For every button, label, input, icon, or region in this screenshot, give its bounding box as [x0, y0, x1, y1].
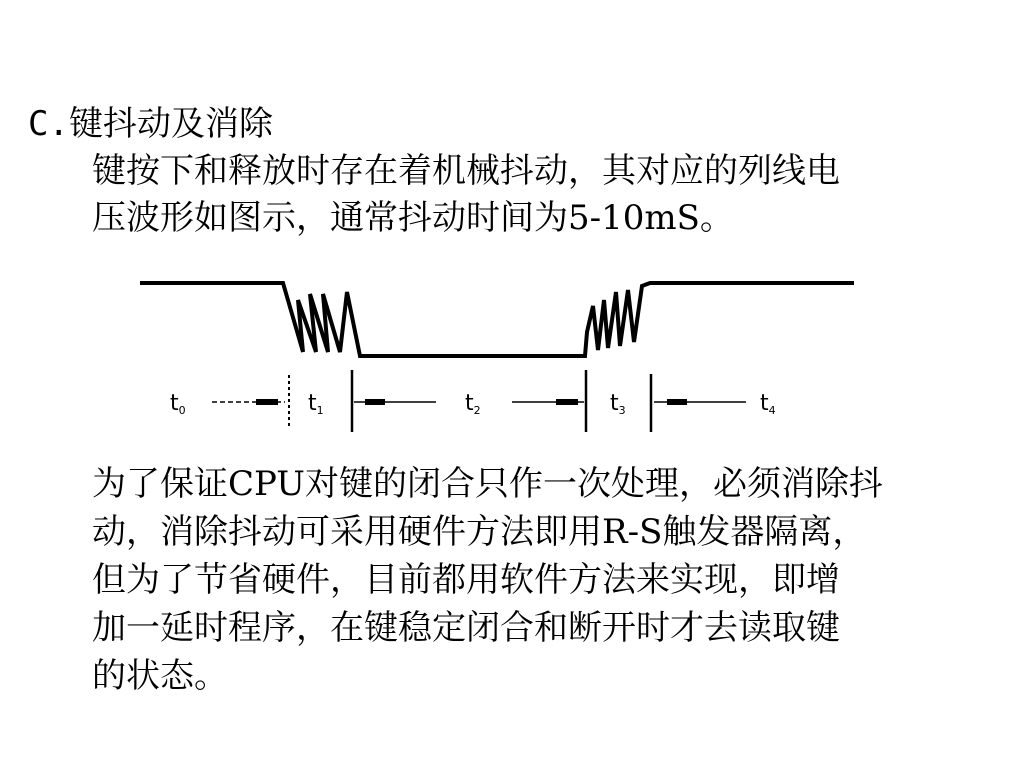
arrow-head [256, 399, 278, 405]
text-line: 但为了节省硬件，目前都用软件方法来实现，即增 [92, 560, 840, 600]
arrow-head [365, 399, 385, 405]
text-line: 加一延时程序，在键稳定闭合和断开时才去读取键 [92, 608, 840, 648]
intro-paragraph [92, 148, 992, 242]
section-title: 键抖动及消除 [68, 104, 273, 144]
text-line: 压波形如图示，通常抖动时间为5-10mS。 [92, 198, 734, 238]
text-line: 为了保证CPU对键的闭合只作一次处理，必须消除抖 [92, 464, 883, 504]
label-t1: t1 [308, 391, 324, 417]
arrow-head [556, 399, 578, 405]
label-t3: t3 [610, 391, 626, 417]
waveform-diagram [140, 270, 860, 440]
text-line: 的状态。 [92, 656, 228, 696]
text-line: 键按下和释放时存在着机械抖动，其对应的列线电 [92, 151, 840, 191]
label-t4: t4 [760, 391, 776, 417]
debounce-paragraph [92, 460, 992, 700]
section-heading [28, 100, 273, 148]
label-t0: t0 [170, 391, 186, 417]
section-marker: C. [28, 104, 69, 144]
label-t2: t2 [465, 391, 481, 417]
voltage-waveform [140, 283, 854, 356]
text-line: 动，消除抖动可采用硬件方法即用R-S触发器隔离， [92, 512, 867, 552]
bounce-waveform-figure [140, 270, 860, 440]
arrow-head [667, 399, 687, 405]
